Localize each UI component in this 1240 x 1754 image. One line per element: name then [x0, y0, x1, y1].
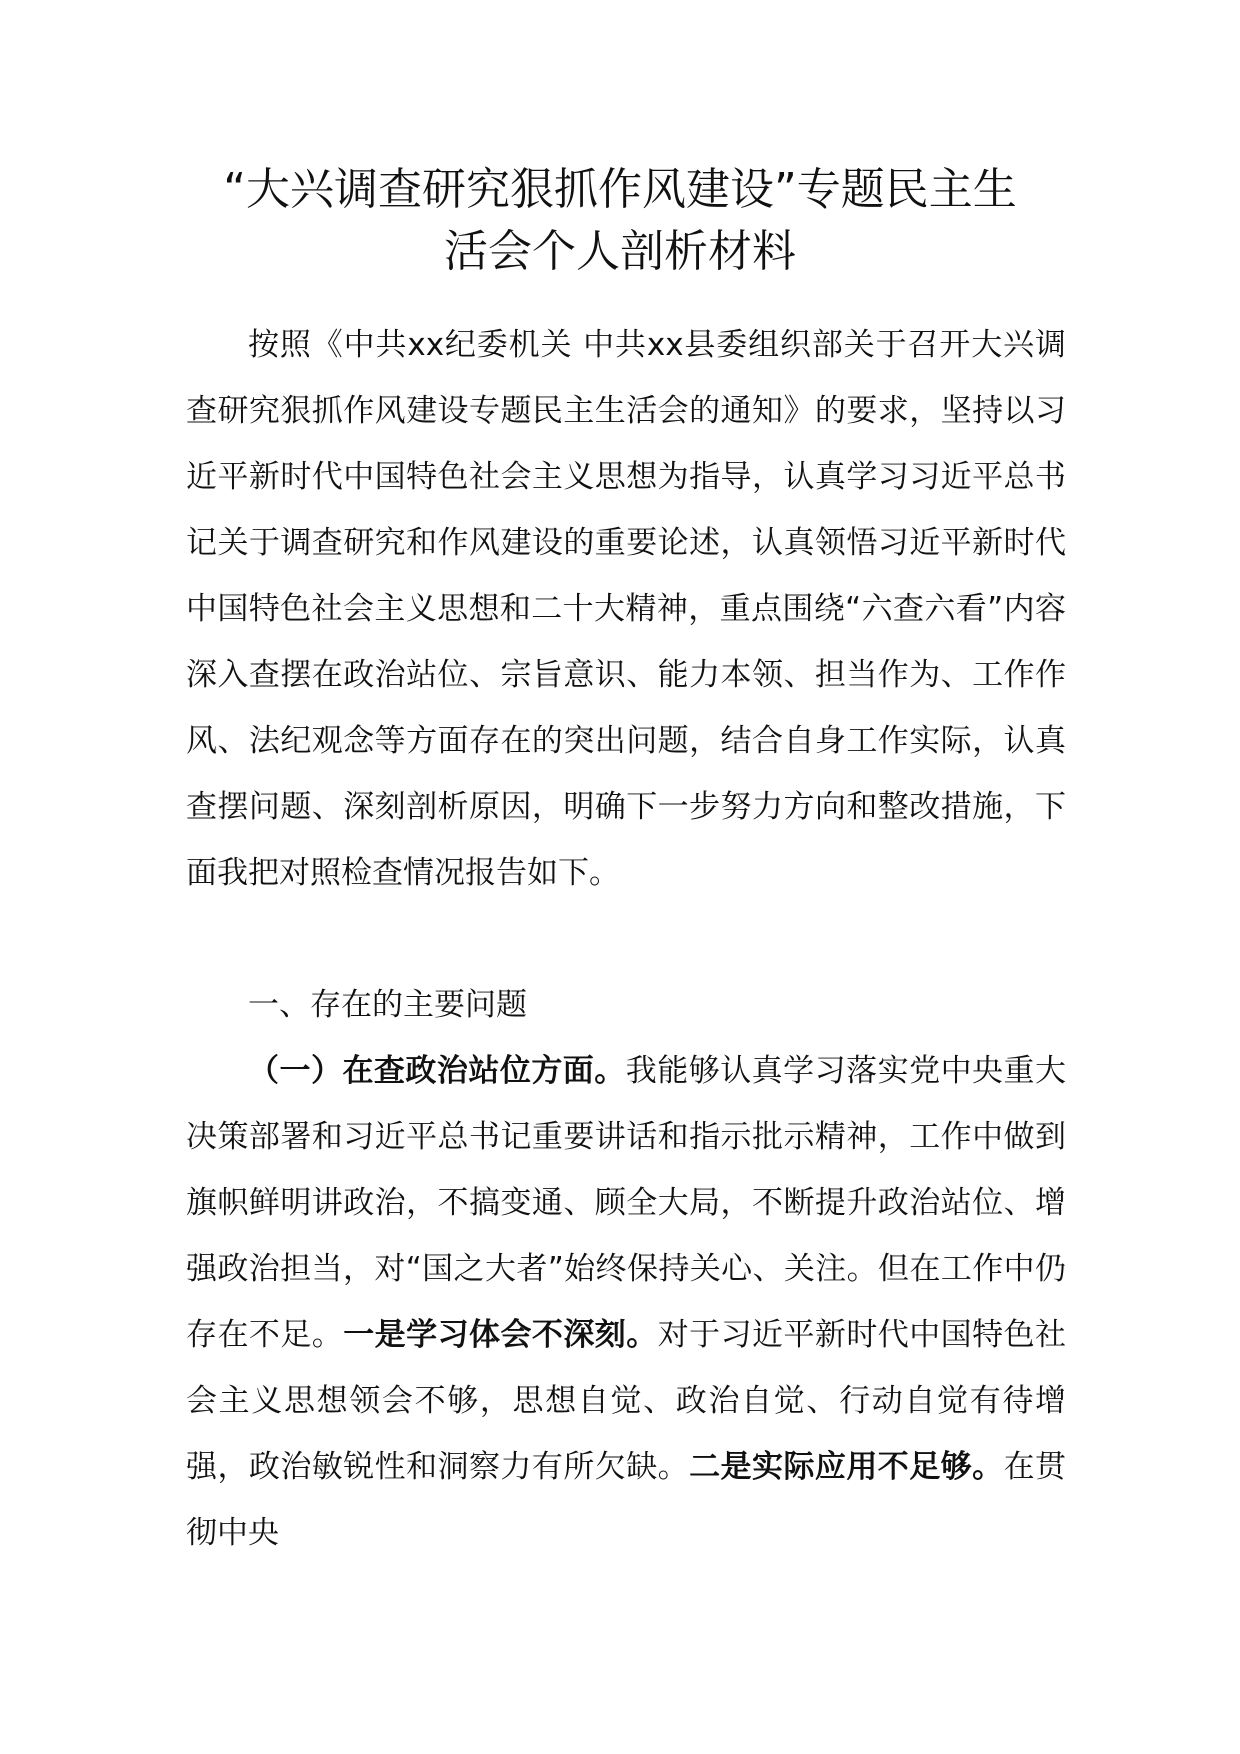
document-title-line1: “大兴调查研究狠抓作风建设”专题民主生 [223, 164, 1017, 215]
point1-heading: 一是学习体会不深刻。 [343, 1317, 658, 1353]
point1-text: 对于习近平新时代中国特色社会主义思想领会不够，思想自觉、政治自觉、行动自觉有待增强，政治敏锐性和洞察力有所欠缺。 [186, 1317, 1067, 1485]
subsection-heading: （一）在查政治站位方面。 [248, 1053, 626, 1089]
point2-text: 在贯彻中央 [186, 1449, 1067, 1551]
document-title-line2: 活会个人剖析材料 [444, 226, 796, 277]
section-heading: 一、存在的主要问题 [248, 987, 527, 1023]
subsection-text: 我能够认真学习落实党中央重大决策部署和习近平总书记重要讲话和指示批示精神，工作中做到旗帜鲜明讲政治，不搞变通、顾全大局，不断提升政治站位、增强政治担当，对“国之大者”始终保持关心、关注。但在工作中仍存在不足。 [186, 1053, 1067, 1353]
intro-paragraph: 按照《中共xx纪委机关 中共xx县委组织部关于召开大兴调查研究狠抓作风建设专题民主生活会的通知》的要求，坚持以习近平新时代中国特色社会主义思想为指导，认真学习习近平总书记关于调查研究和作风建设的重要论述，认真领悟习近平新时代中国特色社会主义思想和二十大精神，重点围绕“六查六看”内容深入查摆在政治站位、宗旨意识、能力本领、担当作为、工作作风、法纪观念等方面存在的突出问题，结合自身工作实际，认真查摆问题、深刻剖析原因，明确下一步努力方向和整改措施，下面我把对照检查情况报告如下。 [186, 327, 1066, 891]
point2-heading: 二是实际应用不足够。 [689, 1449, 1004, 1485]
subsection-paragraph [186, 1038, 1066, 1566]
